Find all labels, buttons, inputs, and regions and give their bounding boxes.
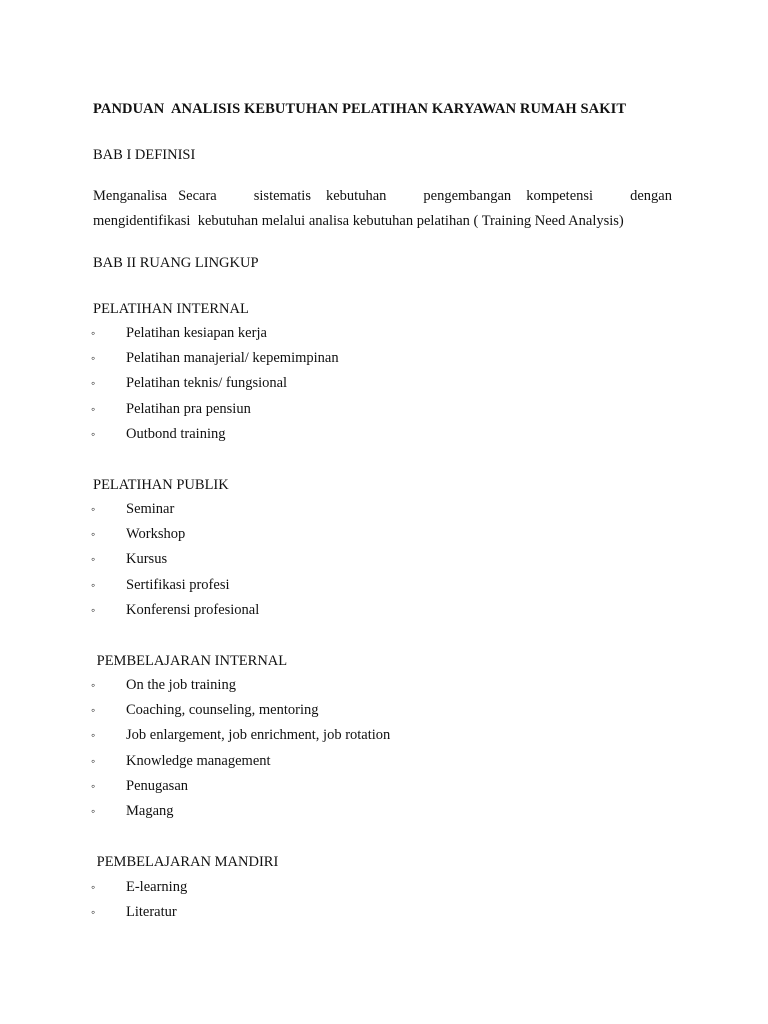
list-item-text: Magang bbox=[126, 802, 174, 819]
list-item-text: On the job training bbox=[126, 677, 236, 693]
paragraph-word: Secara bbox=[178, 188, 217, 204]
bullet-icon: ◦ bbox=[91, 401, 96, 416]
paragraph-word: kompetensi bbox=[526, 188, 594, 204]
list-item-text: Pelatihan teknis/ fungsional bbox=[126, 375, 288, 392]
bullet-icon: ◦ bbox=[91, 552, 96, 567]
bullet-icon: ◦ bbox=[91, 728, 96, 743]
bullet-icon: ◦ bbox=[91, 351, 96, 366]
list-item-text: Pelatihan manajerial/ kepemimpinan bbox=[126, 350, 339, 367]
section-heading-pembelajaran-mandiri: PEMBELAJARAN MANDIRI bbox=[93, 854, 279, 870]
bullet-icon: ◦ bbox=[91, 577, 96, 592]
section-heading-pelatihan-publik: PELATIHAN PUBLIK bbox=[93, 477, 229, 493]
list-item-text: Sertifikasi profesi bbox=[126, 576, 230, 593]
bullet-icon: ◦ bbox=[91, 602, 96, 617]
paragraph-word: Menganalisa bbox=[93, 188, 168, 204]
bab2-heading: BAB II RUANG LINGKUP bbox=[93, 255, 259, 271]
list-item-text: Pelatihan pra pensiun bbox=[126, 400, 251, 417]
list-item-text: Konferensi profesional bbox=[126, 601, 260, 618]
paragraph-line-1 bbox=[93, 184, 672, 209]
paragraph-word: dengan bbox=[630, 188, 672, 204]
list-item-text: Kursus bbox=[126, 551, 168, 568]
list-item-text: Pelatihan kesiapan kerja bbox=[126, 325, 267, 341]
section-heading-pembelajaran-internal: PEMBELAJARAN INTERNAL bbox=[93, 653, 288, 669]
bullet-icon: ◦ bbox=[91, 778, 96, 793]
bullet-icon: ◦ bbox=[91, 703, 96, 718]
bab1-heading: BAB I DEFINISI bbox=[93, 147, 196, 163]
list-item-text: Job enlargement, job enrichment, job rotation bbox=[126, 727, 391, 744]
bullet-icon: ◦ bbox=[91, 326, 96, 340]
paragraph-word: kebutuhan bbox=[325, 188, 387, 204]
list-item-text: Knowledge management bbox=[126, 752, 271, 769]
section-heading-pelatihan-internal: PELATIHAN INTERNAL bbox=[93, 301, 249, 317]
paragraph-word: sistematis bbox=[253, 188, 311, 204]
list-item-text: Coaching, counseling, mentoring bbox=[126, 702, 319, 719]
list-item-text: Workshop bbox=[126, 526, 186, 543]
list-item-text: Outbond training bbox=[126, 425, 226, 442]
definition-paragraph bbox=[93, 184, 672, 234]
bullet-icon: ◦ bbox=[91, 880, 96, 894]
bullet-icon: ◦ bbox=[91, 426, 96, 441]
paragraph-line-2: mengidentifikasi kebutuhan melalui analisa kebutuhan pelatihan ( Training Need Analysis) bbox=[93, 213, 624, 229]
bullet-icon: ◦ bbox=[91, 376, 96, 391]
bullet-icon: ◦ bbox=[91, 905, 96, 920]
bullet-icon: ◦ bbox=[91, 753, 96, 768]
bullet-icon: ◦ bbox=[91, 678, 96, 692]
list-item-text: E-learning bbox=[126, 879, 188, 895]
list-item-text: Penugasan bbox=[126, 777, 189, 794]
bullet-icon: ◦ bbox=[91, 502, 96, 516]
list-item-text: Literatur bbox=[126, 904, 177, 921]
list-item-text: Seminar bbox=[126, 501, 175, 517]
paragraph-word: pengembangan bbox=[423, 188, 512, 204]
document-title: PANDUAN ANALISIS KEBUTUHAN PELATIHAN KARYAWAN RUMAH SAKIT bbox=[93, 101, 627, 117]
bullet-icon: ◦ bbox=[91, 527, 96, 542]
bullet-icon: ◦ bbox=[91, 803, 96, 818]
